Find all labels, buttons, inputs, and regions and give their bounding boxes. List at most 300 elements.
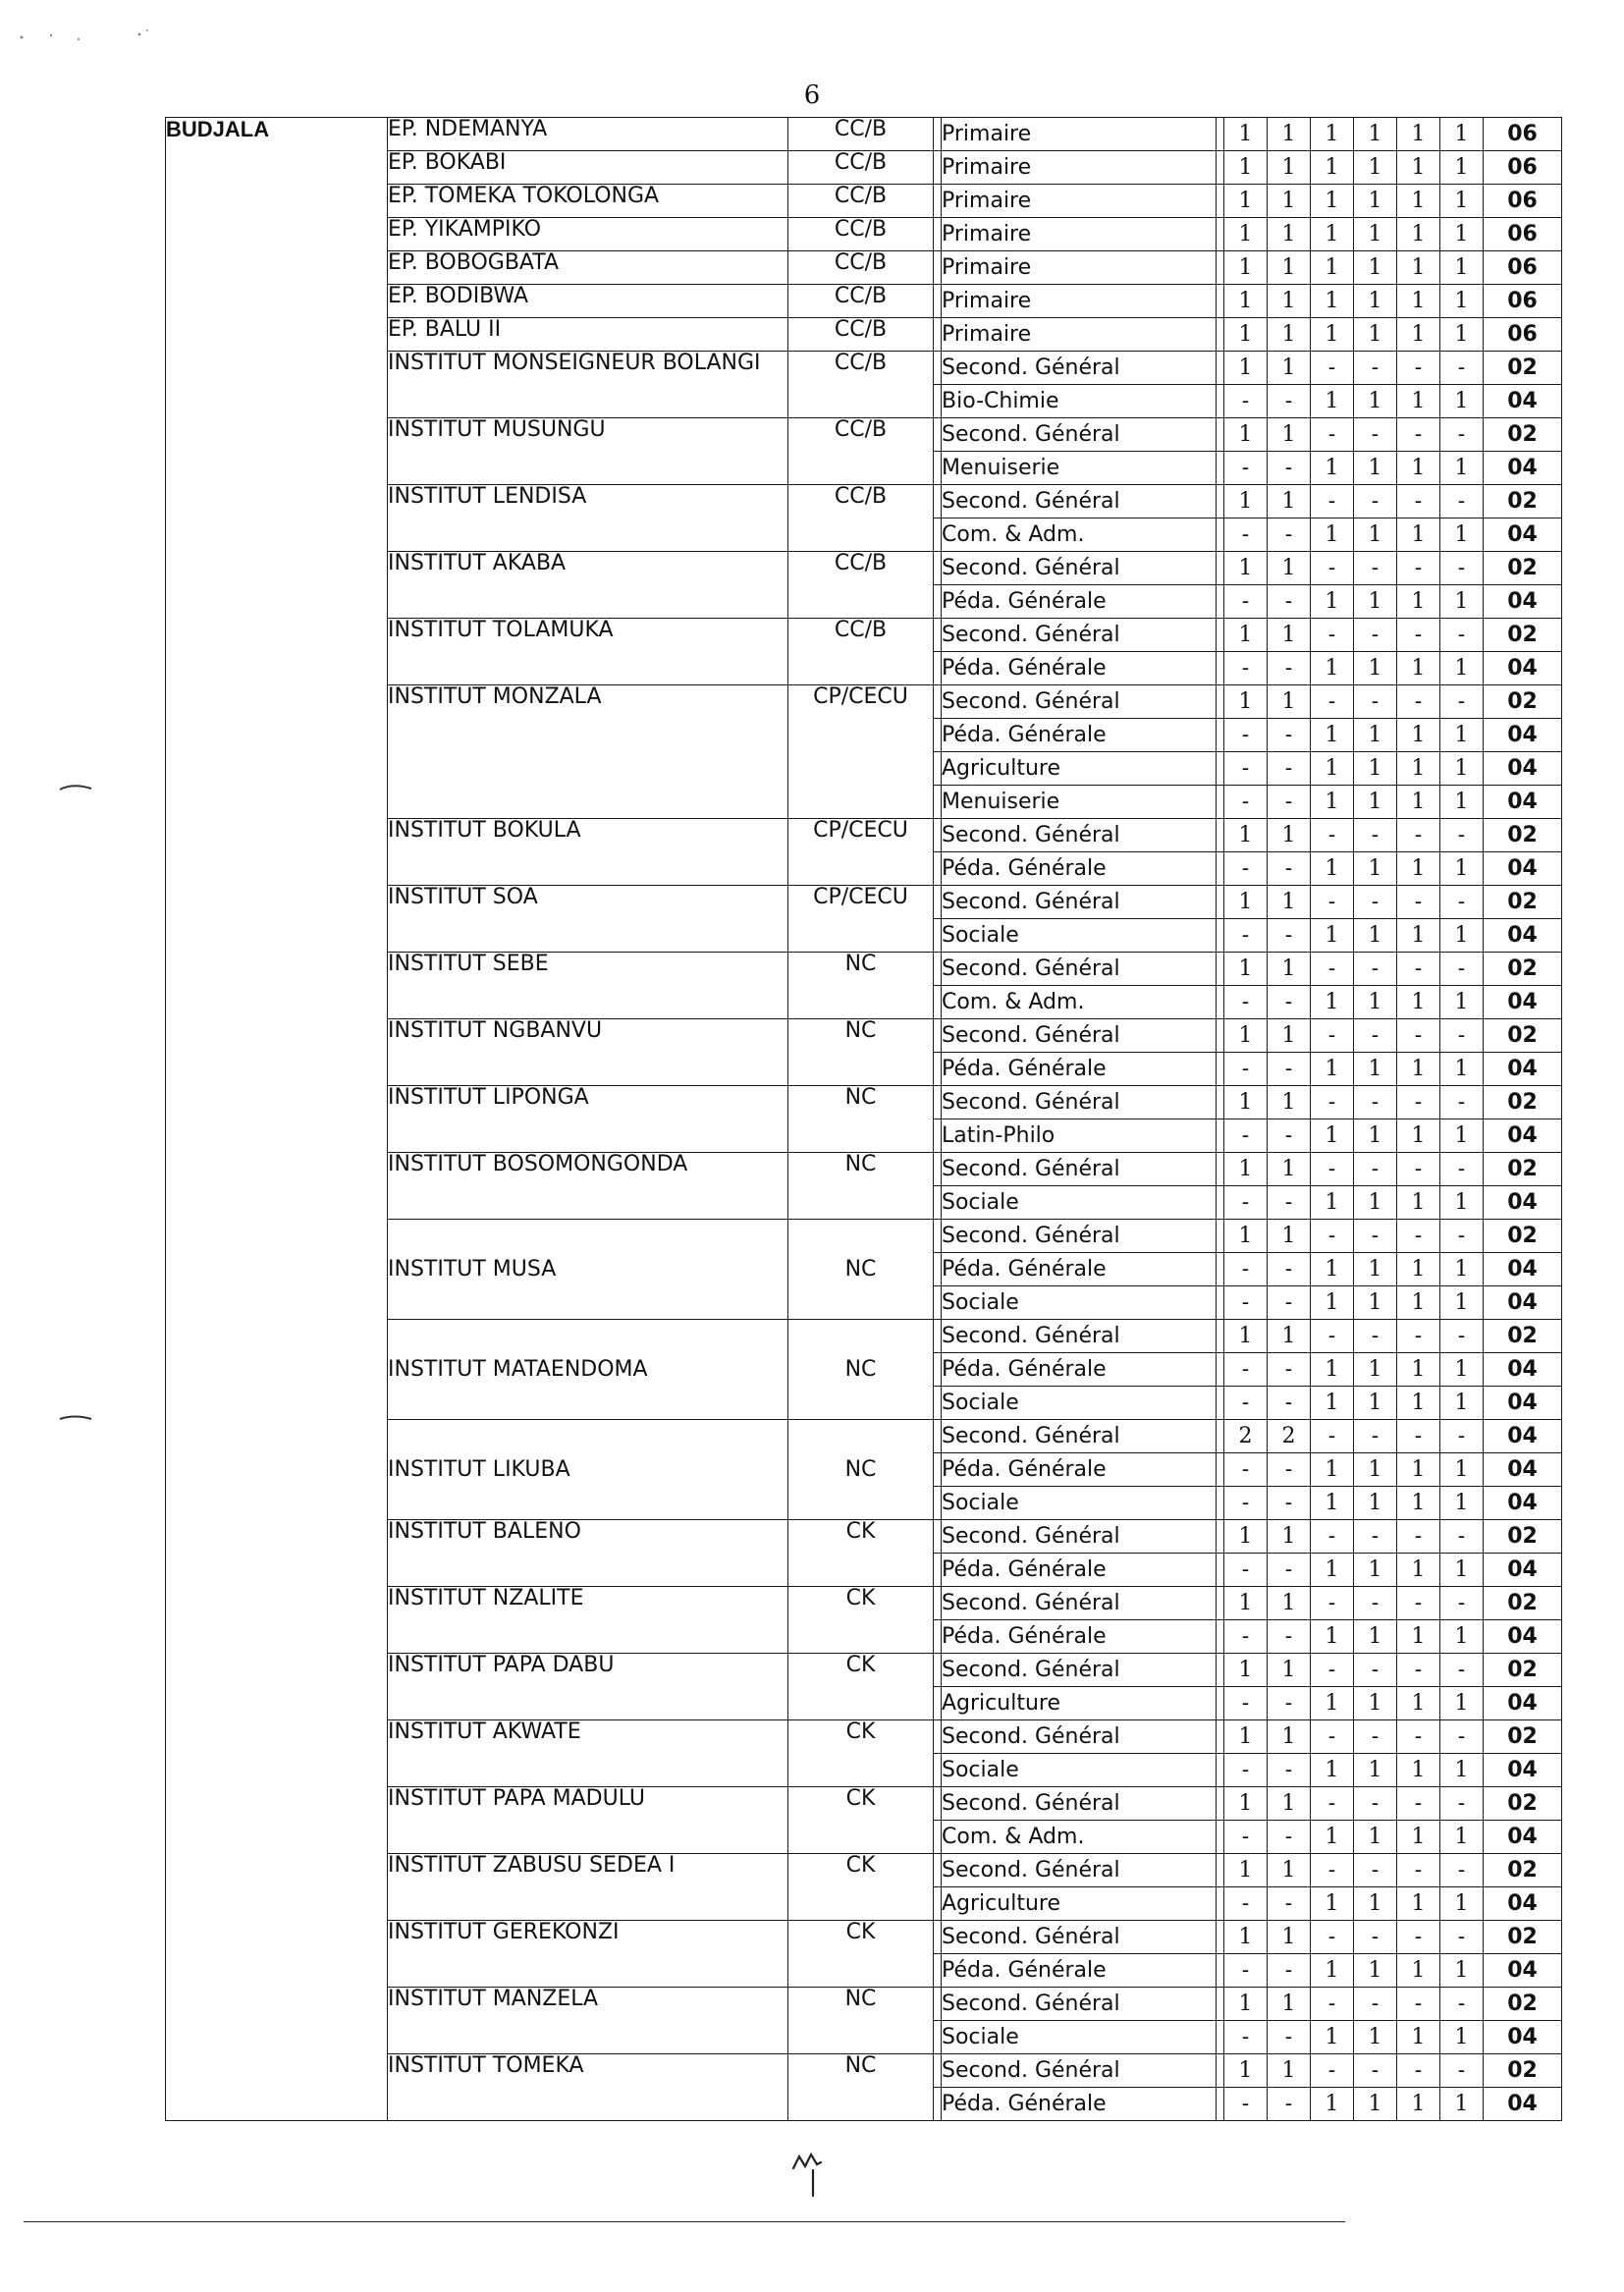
class-count-cell: 1	[1440, 2021, 1484, 2054]
class-count-cell: 1	[1397, 1554, 1440, 1587]
class-count-cell: -	[1354, 1921, 1397, 1954]
column-gap	[934, 886, 942, 919]
column-gap	[934, 1821, 942, 1854]
school-name: INSTITUT NZALITE	[388, 1587, 788, 1654]
section-name: Second. Général	[942, 1520, 1217, 1554]
class-count-cell: 1	[1311, 1887, 1354, 1921]
row-total: 02	[1484, 1854, 1562, 1887]
class-count-cell: 1	[1268, 251, 1311, 285]
class-count-cell: -	[1311, 1019, 1354, 1053]
class-count-cell: 1	[1397, 1286, 1440, 1320]
class-count-cell: -	[1268, 452, 1311, 485]
class-count-cell: 1	[1311, 1353, 1354, 1387]
column-gap	[1217, 1687, 1224, 1720]
margin-dash-mark	[59, 782, 92, 791]
school-name: EP. BOBOGBATA	[388, 251, 788, 285]
row-total: 04	[1484, 518, 1562, 552]
class-count-cell: 1	[1224, 118, 1268, 151]
class-count-cell: -	[1224, 2021, 1268, 2054]
row-total: 02	[1484, 1019, 1562, 1053]
row-total: 02	[1484, 418, 1562, 452]
class-count-cell: -	[1268, 1387, 1311, 1420]
column-gap	[1217, 518, 1224, 552]
class-count-cell: -	[1440, 1153, 1484, 1186]
column-gap	[934, 585, 942, 619]
class-count-cell: 1	[1311, 752, 1354, 786]
class-count-cell: -	[1224, 1821, 1268, 1854]
class-count-cell: 1	[1311, 2088, 1354, 2121]
class-count-cell: -	[1311, 485, 1354, 518]
class-count-cell: -	[1440, 1988, 1484, 2021]
class-count-cell: 1	[1354, 118, 1397, 151]
column-gap	[934, 752, 942, 786]
column-gap	[934, 1720, 942, 1754]
column-gap	[1217, 1787, 1224, 1821]
class-count-cell: -	[1311, 1520, 1354, 1554]
class-count-cell: 1	[1311, 185, 1354, 218]
class-count-cell: 1	[1311, 1186, 1354, 1220]
class-count-cell: 1	[1354, 1620, 1397, 1654]
school-regime: NC	[788, 1420, 934, 1520]
school-regime: CC/B	[788, 151, 934, 185]
column-gap	[934, 1520, 942, 1554]
section-name: Second. Général	[942, 485, 1217, 518]
class-count-cell: 1	[1311, 285, 1354, 318]
section-name: Second. Général	[942, 1654, 1217, 1687]
row-total: 04	[1484, 2088, 1562, 2121]
class-count-cell: -	[1440, 1420, 1484, 1453]
column-gap	[1217, 2054, 1224, 2088]
class-count-cell: -	[1311, 1220, 1354, 1253]
column-gap	[1217, 752, 1224, 786]
class-count-cell: 1	[1311, 118, 1354, 151]
class-count-cell: 1	[1354, 652, 1397, 685]
section-name: Second. Général	[942, 418, 1217, 452]
class-count-cell: 1	[1224, 886, 1268, 919]
row-total: 04	[1484, 1253, 1562, 1286]
row-total: 02	[1484, 1220, 1562, 1253]
section-name: Péda. Générale	[942, 1954, 1217, 1988]
class-count-cell: 1	[1354, 385, 1397, 418]
class-count-cell: -	[1354, 1787, 1397, 1821]
class-count-cell: 1	[1311, 1620, 1354, 1654]
class-count-cell: 1	[1354, 1253, 1397, 1286]
school-regime: CC/B	[788, 418, 934, 485]
school-name: INSTITUT MONSEIGNEUR BOLANGI	[388, 352, 788, 418]
row-total: 06	[1484, 318, 1562, 352]
class-count-cell: 1	[1397, 518, 1440, 552]
school-regime: CK	[788, 1720, 934, 1787]
class-count-cell: -	[1311, 1420, 1354, 1453]
column-gap	[934, 151, 942, 185]
class-count-cell: -	[1397, 886, 1440, 919]
class-count-cell: 1	[1224, 352, 1268, 385]
class-count-cell: 1	[1268, 1654, 1311, 1687]
class-count-cell: 1	[1224, 1921, 1268, 1954]
row-total: 02	[1484, 1988, 1562, 2021]
class-count-cell: 1	[1311, 385, 1354, 418]
school-name: EP. TOMEKA TOKOLONGA	[388, 185, 788, 218]
class-count-cell: -	[1268, 1253, 1311, 1286]
class-count-cell: -	[1224, 1453, 1268, 1487]
class-count-cell: 1	[1354, 786, 1397, 819]
column-gap	[1217, 886, 1224, 919]
class-count-cell: 1	[1397, 1119, 1440, 1153]
class-count-cell: 1	[1311, 986, 1354, 1019]
school-regime: CC/B	[788, 285, 934, 318]
class-count-cell: -	[1440, 1220, 1484, 1253]
row-total: 06	[1484, 151, 1562, 185]
class-count-cell: 1	[1397, 652, 1440, 685]
school-regime: CC/B	[788, 118, 934, 151]
class-count-cell: -	[1354, 819, 1397, 852]
class-count-cell: 1	[1354, 2088, 1397, 2121]
row-total: 06	[1484, 218, 1562, 251]
column-gap	[934, 652, 942, 685]
section-name: Agriculture	[942, 1687, 1217, 1720]
class-count-cell: 1	[1397, 1687, 1440, 1720]
column-gap	[934, 1587, 942, 1620]
column-gap	[1217, 1620, 1224, 1654]
class-count-cell: -	[1224, 986, 1268, 1019]
school-name: INSTITUT BOSOMONGONDA	[388, 1153, 788, 1220]
school-regime: CK	[788, 1654, 934, 1720]
class-count-cell: -	[1397, 1520, 1440, 1554]
class-count-cell: 1	[1440, 1286, 1484, 1320]
class-count-cell: -	[1354, 1086, 1397, 1119]
class-count-cell: 1	[1397, 1821, 1440, 1854]
class-count-cell: 1	[1440, 185, 1484, 218]
class-count-cell: 1	[1397, 285, 1440, 318]
class-count-cell: -	[1440, 619, 1484, 652]
school-name: INSTITUT NGBANVU	[388, 1019, 788, 1086]
row-total: 06	[1484, 285, 1562, 318]
section-name: Second. Général	[942, 1720, 1217, 1754]
section-name: Sociale	[942, 1186, 1217, 1220]
column-gap	[1217, 1353, 1224, 1387]
class-count-cell: -	[1224, 452, 1268, 485]
school-regime: NC	[788, 1019, 934, 1086]
class-count-cell: 2	[1224, 1420, 1268, 1453]
column-gap	[934, 719, 942, 752]
class-count-cell: -	[1268, 786, 1311, 819]
row-total: 04	[1484, 652, 1562, 685]
row-total: 02	[1484, 819, 1562, 852]
column-gap	[1217, 1654, 1224, 1687]
row-total: 04	[1484, 1887, 1562, 1921]
row-total: 04	[1484, 1754, 1562, 1787]
class-count-cell: -	[1311, 2054, 1354, 2088]
class-count-cell: 1	[1397, 185, 1440, 218]
class-count-cell: 1	[1397, 1186, 1440, 1220]
class-count-cell: 1	[1440, 118, 1484, 151]
class-count-cell: 1	[1397, 452, 1440, 485]
row-total: 04	[1484, 1186, 1562, 1220]
class-count-cell: 1	[1224, 218, 1268, 251]
class-count-cell: -	[1440, 352, 1484, 385]
column-gap	[934, 685, 942, 719]
class-count-cell: -	[1440, 685, 1484, 719]
school-regime: CC/B	[788, 251, 934, 285]
column-gap	[1217, 953, 1224, 986]
handwritten-initials	[791, 2149, 835, 2198]
row-total: 04	[1484, 1453, 1562, 1487]
class-count-cell: -	[1440, 552, 1484, 585]
row-total: 02	[1484, 1654, 1562, 1687]
class-count-cell: -	[1268, 919, 1311, 953]
class-count-cell: 1	[1440, 1554, 1484, 1587]
class-count-cell: -	[1268, 385, 1311, 418]
class-count-cell: 1	[1397, 151, 1440, 185]
row-total: 04	[1484, 452, 1562, 485]
class-count-cell: -	[1397, 418, 1440, 452]
class-count-cell: 1	[1224, 151, 1268, 185]
row-total: 02	[1484, 619, 1562, 652]
class-count-cell: 1	[1268, 685, 1311, 719]
section-name: Péda. Générale	[942, 2088, 1217, 2121]
column-gap	[1217, 1887, 1224, 1921]
class-count-cell: -	[1397, 1988, 1440, 2021]
section-name: Menuiserie	[942, 786, 1217, 819]
class-count-cell: -	[1268, 1754, 1311, 1787]
class-count-cell: -	[1268, 1487, 1311, 1520]
section-name: Second. Général	[942, 953, 1217, 986]
school-regime: NC	[788, 1988, 934, 2054]
class-count-cell: 1	[1224, 418, 1268, 452]
row-total: 02	[1484, 1587, 1562, 1620]
column-gap	[934, 1487, 942, 1520]
class-count-cell: 1	[1440, 1387, 1484, 1420]
school-name: INSTITUT TOLAMUKA	[388, 619, 788, 685]
class-count-cell: -	[1354, 1854, 1397, 1887]
class-count-cell: 1	[1268, 1019, 1311, 1053]
class-count-cell: 1	[1268, 1320, 1311, 1353]
class-count-cell: -	[1397, 685, 1440, 719]
class-count-cell: 1	[1354, 151, 1397, 185]
class-count-cell: 1	[1224, 1153, 1268, 1186]
class-count-cell: -	[1354, 685, 1397, 719]
column-gap	[934, 1053, 942, 1086]
section-name: Péda. Générale	[942, 652, 1217, 685]
section-name: Second. Général	[942, 886, 1217, 919]
row-total: 02	[1484, 953, 1562, 986]
section-name: Second. Général	[942, 1086, 1217, 1119]
school-regime: CK	[788, 1520, 934, 1587]
column-gap	[934, 1453, 942, 1487]
column-gap	[934, 185, 942, 218]
column-gap	[934, 352, 942, 385]
column-gap	[934, 1253, 942, 1286]
class-count-cell: 1	[1224, 251, 1268, 285]
row-total: 04	[1484, 1487, 1562, 1520]
class-count-cell: 1	[1440, 318, 1484, 352]
class-count-cell: 1	[1440, 1353, 1484, 1387]
column-gap	[1217, 185, 1224, 218]
class-count-cell: 1	[1311, 1453, 1354, 1487]
column-gap	[934, 1787, 942, 1821]
section-name: Second. Général	[942, 1587, 1217, 1620]
row-total: 04	[1484, 919, 1562, 953]
class-count-cell: 1	[1440, 1754, 1484, 1787]
class-count-cell: 1	[1224, 552, 1268, 585]
column-gap	[934, 1988, 942, 2021]
school-regime: NC	[788, 1086, 934, 1153]
class-count-cell: 1	[1440, 1487, 1484, 1520]
column-gap	[1217, 285, 1224, 318]
class-count-cell: -	[1268, 1554, 1311, 1587]
column-gap	[1217, 719, 1224, 752]
class-count-cell: -	[1440, 819, 1484, 852]
section-name: Second. Général	[942, 1320, 1217, 1353]
column-gap	[1217, 1587, 1224, 1620]
section-name: Second. Général	[942, 819, 1217, 852]
class-count-cell: -	[1440, 1320, 1484, 1353]
class-count-cell: -	[1354, 1520, 1397, 1554]
class-count-cell: -	[1224, 786, 1268, 819]
class-count-cell: -	[1224, 1253, 1268, 1286]
class-count-cell: 1	[1354, 1119, 1397, 1153]
school-name: INSTITUT PAPA DABU	[388, 1654, 788, 1720]
class-count-cell: -	[1224, 1887, 1268, 1921]
class-count-cell: 1	[1311, 1687, 1354, 1720]
section-name: Second. Général	[942, 352, 1217, 385]
class-count-cell: 1	[1354, 919, 1397, 953]
school-name: INSTITUT BOKULA	[388, 819, 788, 886]
class-count-cell: -	[1397, 953, 1440, 986]
class-count-cell: -	[1354, 619, 1397, 652]
class-count-cell: 1	[1440, 151, 1484, 185]
class-count-cell: 1	[1440, 218, 1484, 251]
class-count-cell: 1	[1311, 1119, 1354, 1153]
class-count-cell: -	[1268, 2021, 1311, 2054]
column-gap	[1217, 1053, 1224, 1086]
school-regime: CK	[788, 1587, 934, 1654]
column-gap	[1217, 919, 1224, 953]
row-total: 06	[1484, 185, 1562, 218]
school-name: INSTITUT MANZELA	[388, 1988, 788, 2054]
class-count-cell: -	[1440, 1086, 1484, 1119]
class-count-cell: -	[1268, 1821, 1311, 1854]
column-gap	[934, 1186, 942, 1220]
row-total: 04	[1484, 1286, 1562, 1320]
class-count-cell: -	[1397, 1220, 1440, 1253]
class-count-cell: 1	[1268, 118, 1311, 151]
school-regime: NC	[788, 1220, 934, 1320]
column-gap	[934, 953, 942, 986]
class-count-cell: 1	[1268, 819, 1311, 852]
column-gap	[934, 118, 942, 151]
section-name: Second. Général	[942, 619, 1217, 652]
row-total: 02	[1484, 1086, 1562, 1119]
column-gap	[1217, 1854, 1224, 1887]
row-total: 04	[1484, 1554, 1562, 1587]
row-total: 04	[1484, 385, 1562, 418]
column-gap	[934, 1086, 942, 1119]
column-gap	[934, 1019, 942, 1053]
class-count-cell: 1	[1224, 1654, 1268, 1687]
school-regime: CC/B	[788, 619, 934, 685]
class-count-cell: -	[1311, 1854, 1354, 1887]
class-count-cell: -	[1354, 2054, 1397, 2088]
class-count-cell: 1	[1354, 752, 1397, 786]
class-count-cell: 1	[1224, 1019, 1268, 1053]
class-count-cell: 1	[1440, 385, 1484, 418]
class-count-cell: 1	[1397, 585, 1440, 619]
column-gap	[934, 1286, 942, 1320]
column-gap	[1217, 452, 1224, 485]
class-count-cell: 1	[1397, 986, 1440, 1019]
class-count-cell: 1	[1268, 1720, 1311, 1754]
class-count-cell: 1	[1311, 251, 1354, 285]
class-count-cell: -	[1224, 518, 1268, 552]
row-total: 04	[1484, 1954, 1562, 1988]
section-name: Second. Général	[942, 1854, 1217, 1887]
column-gap	[934, 2021, 942, 2054]
class-count-cell: -	[1397, 352, 1440, 385]
class-count-cell: 1	[1440, 986, 1484, 1019]
class-count-cell: 1	[1397, 251, 1440, 285]
column-gap	[1217, 1220, 1224, 1253]
class-count-cell: 1	[1311, 1487, 1354, 1520]
class-count-cell: 1	[1354, 1353, 1397, 1387]
class-count-cell: 1	[1224, 2054, 1268, 2088]
class-count-cell: 1	[1354, 1754, 1397, 1787]
column-gap	[934, 552, 942, 585]
class-count-cell: 1	[1268, 485, 1311, 518]
class-count-cell: -	[1311, 1086, 1354, 1119]
class-count-cell: -	[1311, 886, 1354, 919]
section-name: Péda. Générale	[942, 1453, 1217, 1487]
school-name: INSTITUT TOMEKA	[388, 2054, 788, 2121]
school-regime: CK	[788, 1854, 934, 1921]
class-count-cell: -	[1397, 1720, 1440, 1754]
column-gap	[1217, 418, 1224, 452]
column-gap	[934, 919, 942, 953]
column-gap	[1217, 1253, 1224, 1286]
class-count-cell: -	[1397, 1320, 1440, 1353]
school-name: EP. BALU II	[388, 318, 788, 352]
school-name: INSTITUT LENDISA	[388, 485, 788, 552]
column-gap	[934, 385, 942, 418]
column-gap	[934, 1220, 942, 1253]
column-gap	[1217, 1487, 1224, 1520]
class-count-cell: -	[1268, 752, 1311, 786]
class-count-cell: 1	[1224, 1787, 1268, 1821]
column-gap	[1217, 1954, 1224, 1988]
section-name: Péda. Générale	[942, 1554, 1217, 1587]
class-count-cell: 1	[1440, 919, 1484, 953]
column-gap	[1217, 685, 1224, 719]
class-count-cell: -	[1311, 619, 1354, 652]
class-count-cell: 1	[1397, 1754, 1440, 1787]
class-count-cell: 1	[1440, 786, 1484, 819]
class-count-cell: -	[1311, 685, 1354, 719]
row-total: 04	[1484, 852, 1562, 886]
row-total: 04	[1484, 1620, 1562, 1654]
margin-dash-mark	[59, 1412, 92, 1422]
class-count-cell: -	[1440, 1854, 1484, 1887]
row-total: 02	[1484, 552, 1562, 585]
column-gap	[934, 285, 942, 318]
row-total: 04	[1484, 585, 1562, 619]
class-count-cell: 1	[1397, 719, 1440, 752]
column-gap	[1217, 786, 1224, 819]
class-count-cell: -	[1397, 2054, 1440, 2088]
school-regime: CK	[788, 1787, 934, 1854]
class-count-cell: 1	[1354, 2021, 1397, 2054]
class-count-cell: -	[1311, 552, 1354, 585]
column-gap	[934, 2088, 942, 2121]
